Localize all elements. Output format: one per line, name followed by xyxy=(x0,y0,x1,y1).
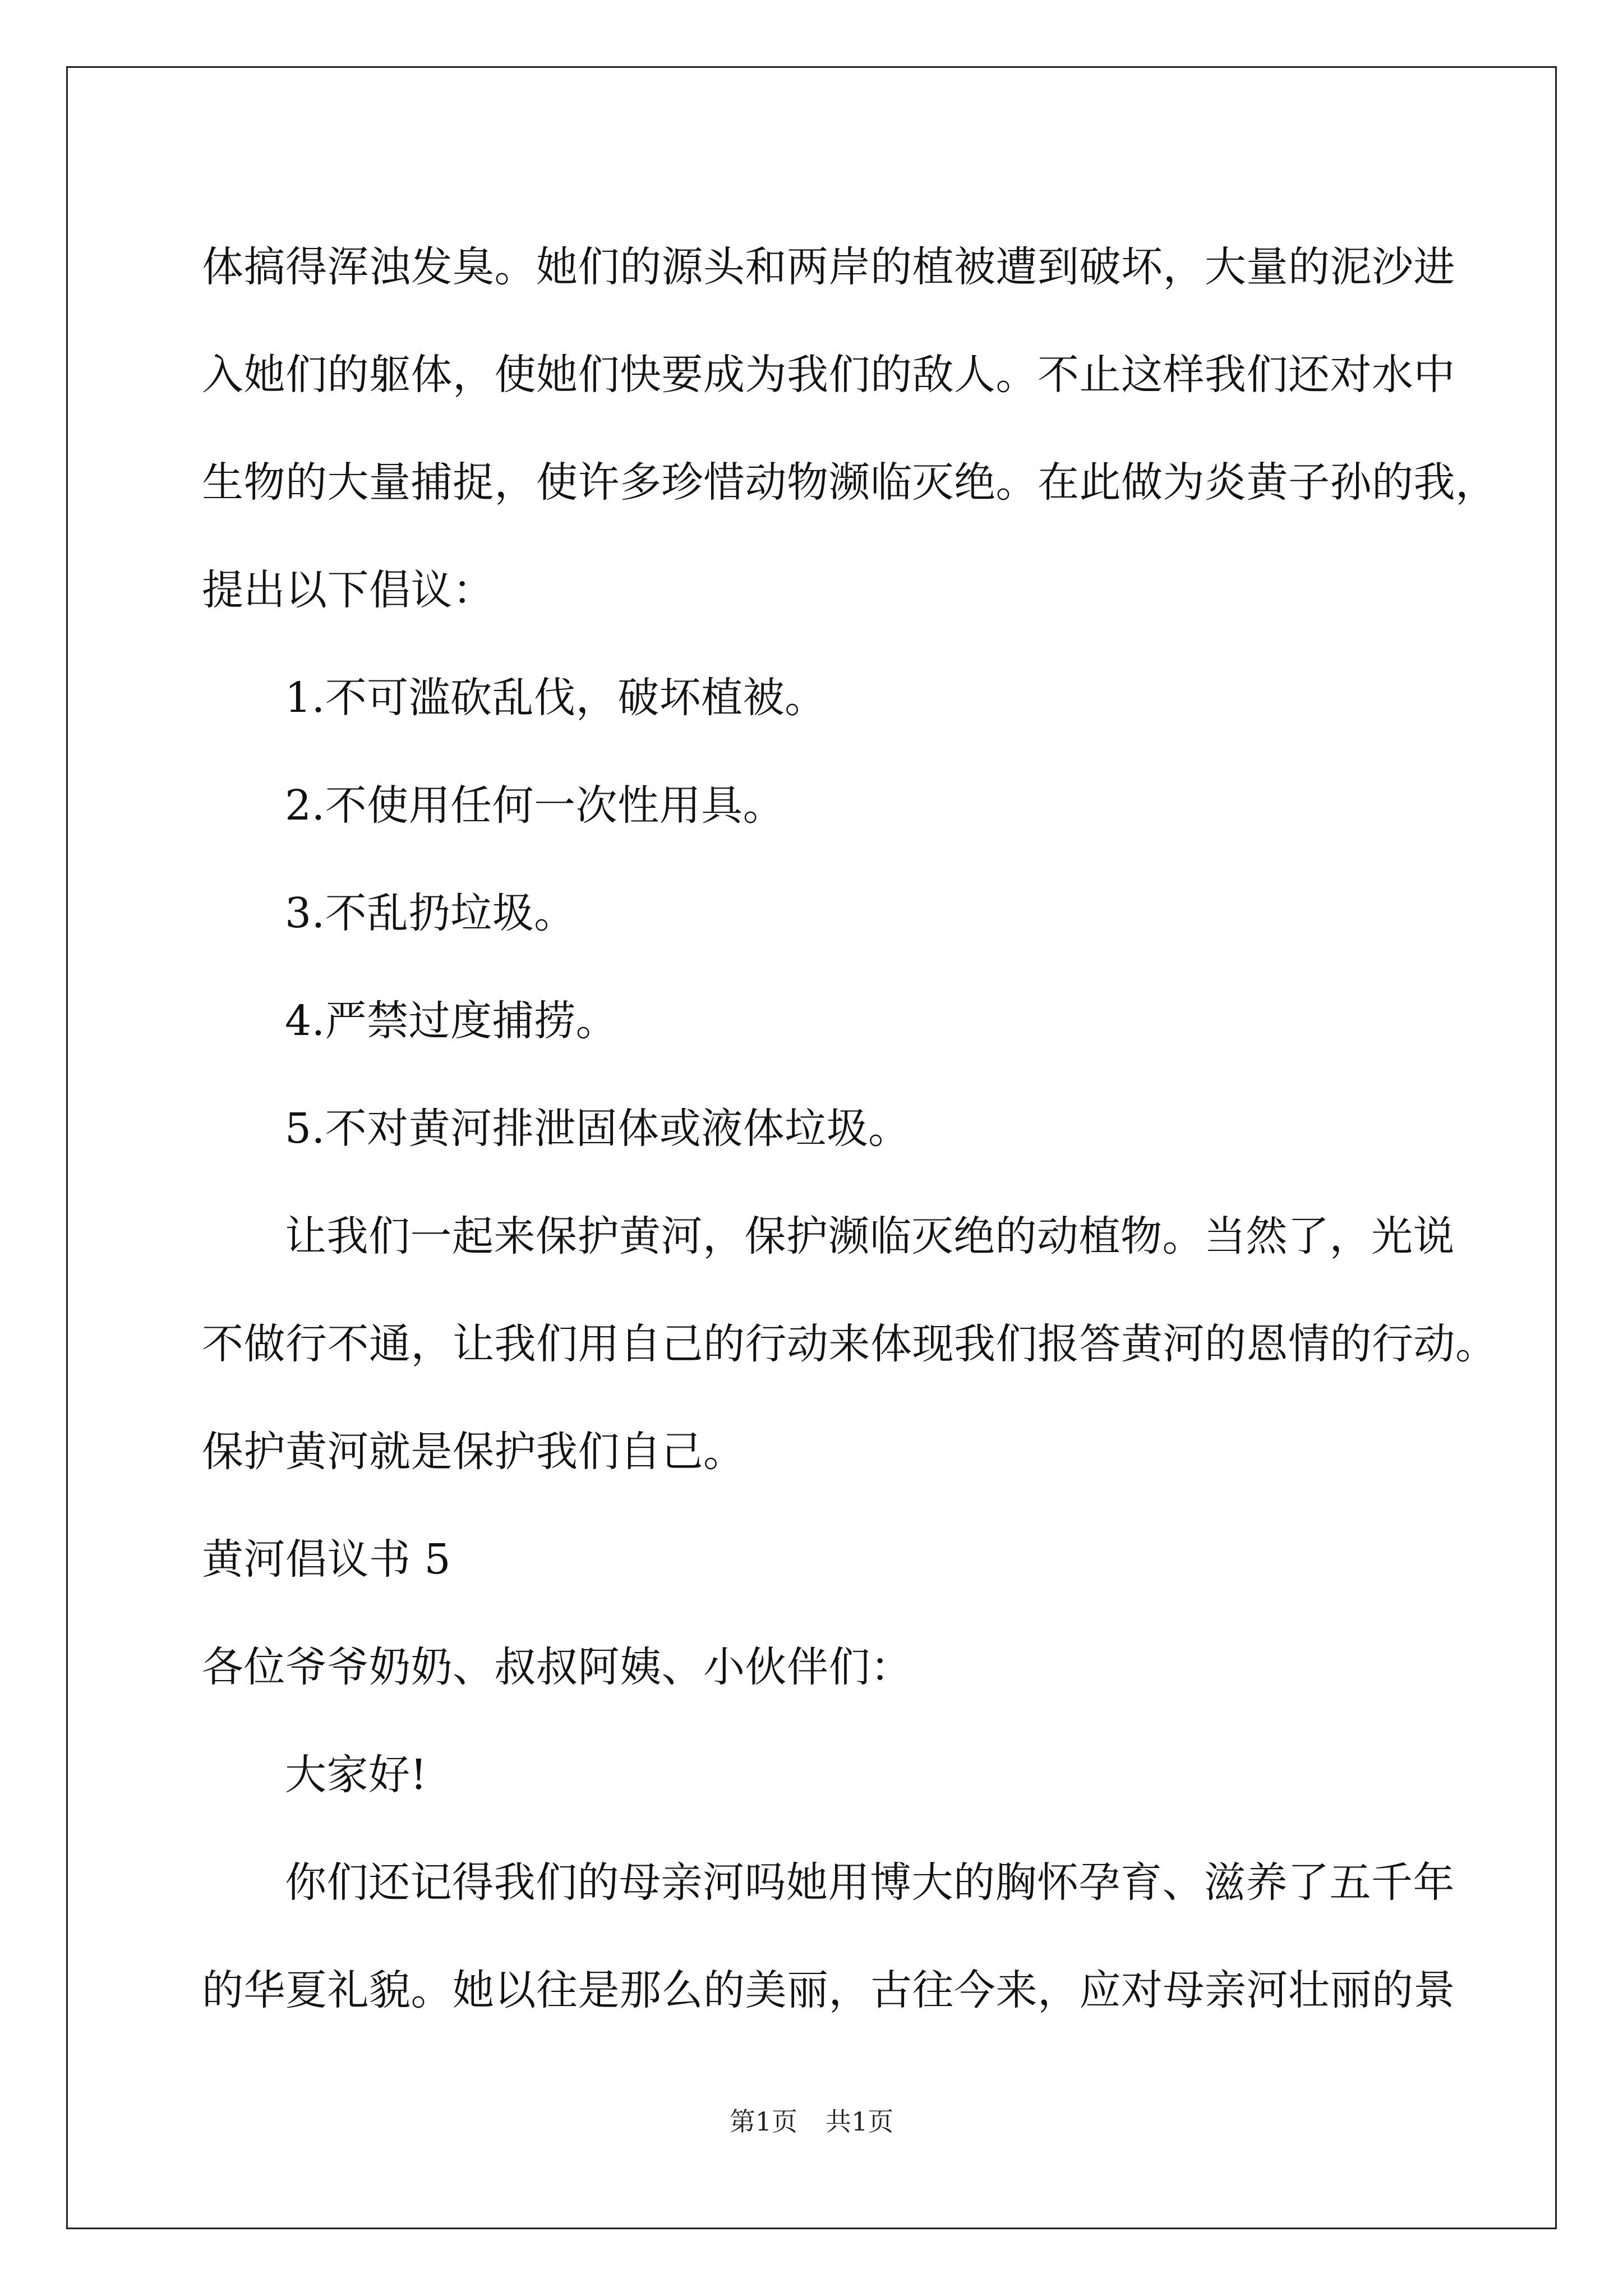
list-item: 1.不可滥砍乱伐，破坏植被。 xyxy=(285,674,827,722)
page-total: 共1页 xyxy=(826,2106,894,2137)
list-item: 2.不使用任何一次性用具。 xyxy=(285,781,785,830)
list-item: 4.严禁过度捕捞。 xyxy=(285,997,618,1045)
page-footer xyxy=(0,2105,1623,2138)
paragraph-line: 你们还记得我们的母亲河吗她用博大的胸怀孕育、滋养了五千年 xyxy=(285,1858,1455,1907)
section-heading: 黄河倡议书 5 xyxy=(202,1535,451,1584)
paragraph-line: 生物的大量捕捉，使许多珍惜动物濒临灭绝。在此做为炎黄子孙的我， xyxy=(202,458,1497,507)
document-body xyxy=(202,213,1497,2044)
salutation: 各位爷爷奶奶、叔叔阿姨、小伙伴们： xyxy=(202,1643,912,1691)
paragraph-line: 让我们一起来保护黄河，保护濒临灭绝的动植物。当然了，光说 xyxy=(285,1212,1455,1260)
greeting: 大家好! xyxy=(285,1751,427,1799)
paragraph-line: 不做行不通，让我们用自己的行动来体现我们报答黄河的恩情的行动。 xyxy=(202,1320,1497,1368)
list-item: 3.不乱扔垃圾。 xyxy=(285,889,576,937)
paragraph-line: 体搞得浑浊发臭。她们的源头和两岸的植被遭到破坏，大量的泥沙进 xyxy=(202,243,1455,291)
page-number: 第1页 xyxy=(729,2106,797,2137)
paragraph-line: 入她们的躯体，使她们快要成为我们的敌人。不止这样我们还对水中 xyxy=(202,351,1455,399)
list-item: 5.不对黄河排泄固体或液体垃圾。 xyxy=(285,1105,910,1153)
paragraph-line: 提出以下倡议： xyxy=(202,566,495,614)
paragraph-line: 保护黄河就是保护我们自己。 xyxy=(202,1428,745,1476)
paragraph-line: 的华夏礼貌。她以往是那么的美丽，古往今来，应对母亲河壮丽的景 xyxy=(202,1966,1455,2014)
